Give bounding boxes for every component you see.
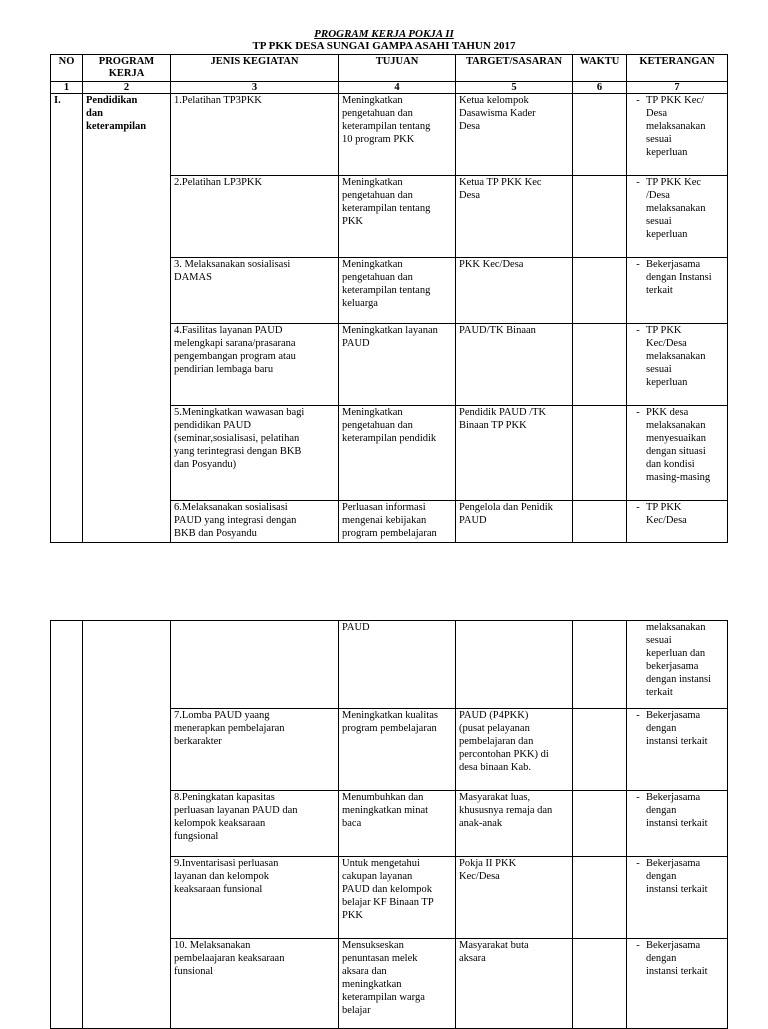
waktu-cell [573,791,627,857]
kegiatan-cell: 8.Peningkatan kapasitas perluasan layanan PAUD dan kelompok keaksaraan fungsional [171,791,339,857]
kegiatan-cell: 7.Lomba PAUD yaang menerapkan pembelajaran berkarakter [171,709,339,791]
section-number-continued [51,621,83,1029]
keterangan-cell [627,709,728,791]
kegiatan-cell: 10. Melaksanakan pembelaajaran keaksaraan funsional [171,939,339,1029]
kegiatan-cell: 1.Pelatihan TP3PKK [171,94,339,176]
kegiatan-cell: 9.Inventarisasi perluasan layanan dan kelompok keaksaraan funsional [171,857,339,939]
waktu-cell [573,857,627,939]
header-program-kerja: PROGRAM KERJA [83,55,171,82]
document-title: PROGRAM KERJA POKJA II [314,28,454,40]
keterangan-text: Bekerjasama dengan instansi terkait [646,792,708,829]
col-number: 4 [339,82,456,94]
keterangan-text: TP PKK Kec /Desa melaksanakan sesuai keperluan [646,177,706,240]
keterangan-cell [627,94,728,176]
tujuan-cell: Meningkatkan pengetahuan dan keterampilan tentang 10 program PKK [339,94,456,176]
kegiatan-cell: 2.Pelatihan LP3PKK [171,176,339,258]
section-program: Pendidikan dan keterampilan [83,94,171,543]
keterangan-text: Bekerjasama dengan Instansi terkait [646,259,712,296]
target-cell: Ketua kelompok Dasawisma Kader Desa [456,94,573,176]
keterangan-cell [627,176,728,258]
kegiatan-cell: 4.Fasilitas layanan PAUD melengkapi sarana/prasarana pengembangan program atau pendirian lembaga baru [171,324,339,406]
bullet-dash: - [636,407,640,418]
keterangan-text: Bekerjasama dengan instansi terkait [646,858,708,895]
target-cell: PAUD/TK Binaan [456,324,573,406]
table-row [51,621,728,709]
target-cell: Masyarakat luas, khususnya remaja dan anak-anak [456,791,573,857]
bullet-dash [630,621,646,699]
keterangan-text: Bekerjasama dengan instansi terkait [646,710,708,747]
program-table-page-2 [50,620,728,1029]
keterangan-text: TP PKK Kec/Desa melaksanakan sesuai keperluan [646,325,706,388]
bullet-dash: - [636,710,640,721]
col-number: 5 [456,82,573,94]
target-cell [456,621,573,709]
bullet-dash: - [636,325,640,336]
target-cell: Pokja II PKK Kec/Desa [456,857,573,939]
header-jenis-kegiatan: JENIS KEGIATAN [171,55,339,82]
header-keterangan: KETERANGAN [627,55,728,82]
target-cell: PAUD (P4PKK) (pusat pelayanan pembelajaran dan percontohan PKK) di desa binaan Kab. [456,709,573,791]
tujuan-cell: Mensukseskan penuntasan melek aksara dan meningkatkan keterampilan warga belajar [339,939,456,1029]
target-cell: PKK Kec/Desa [456,258,573,324]
kegiatan-cell: 5.Meningkatkan wawasan bagi pendidikan PAUD (seminar,sosialisasi, pelatihan yang terintegrasi dengan BKB dan Posyandu) [171,406,339,501]
keterangan-cell [627,939,728,1029]
tujuan-cell: Meningkatkan layanan PAUD [339,324,456,406]
keterangan-text: Bekerjasama dengan instansi terkait [646,940,708,977]
keterangan-text: PKK desa melaksanakan menyesuaikan dengan situasi dan kondisi masing-masing [646,407,711,483]
section-program-continued [83,621,171,1029]
bullet-dash: - [636,792,640,803]
keterangan-cell [627,324,728,406]
column-number-row [51,82,728,94]
header-target-sasaran: TARGET/SASARAN [456,55,573,82]
tujuan-cell: Meningkatkan pengetahuan dan keterampilan tentang PKK [339,176,456,258]
waktu-cell [573,258,627,324]
document-subtitle: TP PKK DESA SUNGAI GAMPA ASAHI TAHUN 2017 [252,40,516,52]
col-number: 7 [627,82,728,94]
bullet-dash: - [636,177,640,188]
kegiatan-cell: 3. Melaksanakan sosialisasi DAMAS [171,258,339,324]
col-number: 6 [573,82,627,94]
col-number: 1 [51,82,83,94]
kegiatan-cell [171,621,339,709]
keterangan-cell [627,501,728,543]
bullet-dash: - [636,502,640,513]
tujuan-cell: Meningkatkan pengetahuan dan keterampilan pendidik [339,406,456,501]
waktu-cell [573,176,627,258]
header-row [51,55,728,82]
target-cell: Ketua TP PKK Kec Desa [456,176,573,258]
waktu-cell [573,709,627,791]
keterangan-cell [627,857,728,939]
keterangan-text: melaksanakan sesuai keperluan dan bekerjasama dengan instansi terkait [646,622,712,698]
target-cell: Masyarakat buta aksara [456,939,573,1029]
keterangan-cell [627,791,728,857]
header-no: NO [51,55,83,82]
target-cell: Pengelola dan Penidik PAUD [456,501,573,543]
keterangan-text: TP PKK Kec/ Desa melaksanakan sesuai keperluan [646,95,706,158]
col-number: 3 [171,82,339,94]
waktu-cell [573,939,627,1029]
tujuan-cell: PAUD [339,621,456,709]
keterangan-cell [627,406,728,501]
waktu-cell [573,324,627,406]
tujuan-cell: Perluasan informasi mengenai kebijakan program pembelajaran [339,501,456,543]
tujuan-cell: Menumbuhkan dan meningkatkan minat baca [339,791,456,857]
bullet-dash: - [636,95,640,106]
bullet-dash: - [636,259,640,270]
table-row [51,94,728,176]
target-cell: Pendidik PAUD /TK Binaan TP PKK [456,406,573,501]
waktu-cell [573,406,627,501]
waktu-cell [573,621,627,709]
tujuan-cell: Untuk mengetahui cakupan layanan PAUD dan kelompok belajar KF Binaan TP PKK [339,857,456,939]
keterangan-cell [627,621,728,709]
col-number: 2 [83,82,171,94]
waktu-cell [573,94,627,176]
tujuan-cell: Meningkatkan kualitas program pembelajaran [339,709,456,791]
bullet-dash: - [636,858,640,869]
header-waktu: WAKTU [573,55,627,82]
waktu-cell [573,501,627,543]
tujuan-cell: Meningkatkan pengetahuan dan keterampilan tentang keluarga [339,258,456,324]
bullet-dash: - [636,940,640,951]
keterangan-cell [627,258,728,324]
section-number: I. [51,94,83,543]
header-tujuan: TUJUAN [339,55,456,82]
program-table-page-1 [50,54,728,543]
kegiatan-cell: 6.Melaksanakan sosialisasi PAUD yang integrasi dengan BKB dan Posyandu [171,501,339,543]
keterangan-text: TP PKK Kec/Desa [646,502,687,526]
